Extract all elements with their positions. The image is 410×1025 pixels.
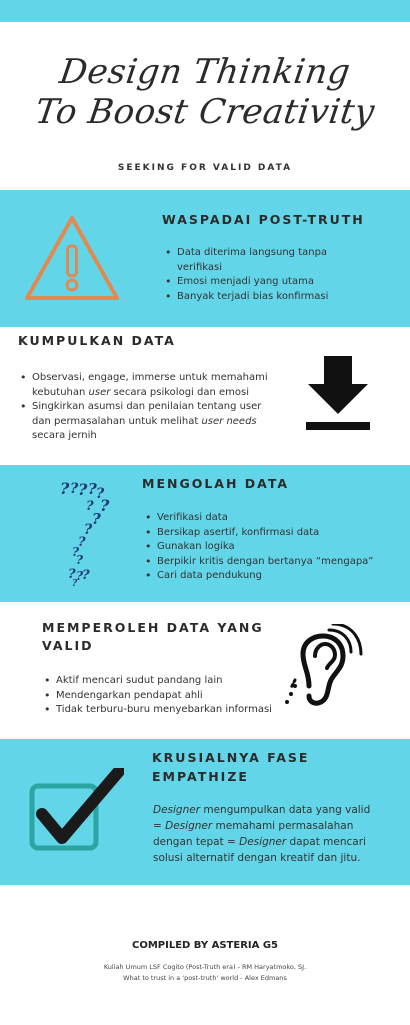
svg-text:?: ? bbox=[84, 522, 93, 538]
post-truth-list bbox=[165, 246, 375, 304]
page-title-line1: Design Thinking bbox=[57, 52, 353, 92]
empathize-paragraph bbox=[153, 802, 381, 866]
list-item: • Emosi menjadi yang utama bbox=[165, 275, 375, 290]
svg-text:?: ? bbox=[96, 486, 105, 502]
list-item-text: secara psikologi dan emosi bbox=[110, 386, 249, 398]
compiled-by: COMPILED BY ASTERIA G5 bbox=[131, 940, 279, 951]
svg-text:?: ? bbox=[76, 553, 84, 567]
empathize-heading-line1: KRUSIALNYA FASE bbox=[152, 750, 310, 765]
list-item: • Berpikir kritis dengan bertanya “mengapa” bbox=[145, 555, 405, 570]
process-data-heading: MENGOLAH DATA bbox=[142, 476, 290, 491]
svg-text:?: ? bbox=[70, 481, 79, 497]
collect-data-list bbox=[20, 371, 282, 444]
process-data-list bbox=[145, 511, 405, 584]
list-item: • Aktif mencari sudut pandang lain bbox=[44, 674, 294, 689]
listening-ear-icon bbox=[285, 624, 365, 710]
empathize-heading-line2: EMPATHIZE bbox=[152, 769, 249, 784]
list-item: • Banyak terjadi bias konfirmasi bbox=[165, 290, 375, 305]
collect-data-heading: KUMPULKAN DATA bbox=[18, 333, 176, 348]
checkmark-icon bbox=[28, 768, 124, 854]
list-item bbox=[20, 371, 282, 400]
obtain-data-heading-line2: VALID bbox=[42, 638, 94, 653]
svg-text:?: ? bbox=[82, 568, 90, 583]
page-title-line2: To Boost Creativity bbox=[32, 92, 378, 132]
list-item: • Mendengarkan pendapat ahli bbox=[44, 689, 294, 704]
svg-text:?: ? bbox=[88, 480, 97, 498]
list-item: • Bersikap asertif, konfirmasi data bbox=[145, 526, 405, 541]
svg-text:?: ? bbox=[78, 480, 88, 499]
list-item: • Gunakan logika bbox=[145, 540, 405, 555]
svg-text:?: ? bbox=[76, 569, 84, 583]
list-item-text: Singkirkan asumsi dan penilaian tentang user dan permasalahan untuk melihat bbox=[32, 401, 262, 427]
svg-text:?: ? bbox=[92, 510, 101, 528]
list-item-emphasis: user needs bbox=[201, 415, 257, 427]
paragraph-text: dapat mencari solusi alternatif dengan kreatif dan jitu. bbox=[153, 836, 366, 864]
list-item: • Data diterima langsung tanpa verifikasi bbox=[165, 246, 375, 275]
reference-2: What to trust in a 'post-truth' world - Alex Edmans bbox=[123, 974, 287, 982]
warning-icon bbox=[22, 213, 122, 303]
list-item: • Cari data pendukung bbox=[145, 569, 405, 584]
download-icon bbox=[304, 356, 372, 432]
svg-text:?: ? bbox=[100, 496, 110, 515]
top-accent-bar bbox=[0, 0, 410, 22]
svg-text:?: ? bbox=[86, 499, 94, 514]
question-marks-icon bbox=[56, 476, 122, 586]
list-item: • Verifikasi data bbox=[145, 511, 405, 526]
emphasis-text: Designer bbox=[239, 836, 287, 848]
svg-text:?: ? bbox=[72, 579, 78, 586]
svg-text:?: ? bbox=[68, 567, 76, 582]
list-item: • Tidak terburu-buru menyebarkan informasi bbox=[44, 703, 294, 718]
paragraph-text: mengumpulkan data yang valid = bbox=[153, 804, 371, 832]
list-item bbox=[20, 400, 282, 444]
emphasis-text: Designer bbox=[165, 820, 213, 832]
list-item-emphasis: user bbox=[88, 386, 111, 398]
obtain-data-list bbox=[44, 674, 294, 718]
paragraph-text: memahami permasalahan dengan tepat = bbox=[153, 820, 354, 848]
emphasis-text: Designer bbox=[153, 804, 201, 816]
svg-text:?: ? bbox=[72, 545, 80, 559]
page-subtitle: SEEKING FOR VALID DATA bbox=[117, 163, 293, 173]
reference-1: Kuliah Umum LSF Cogito (Post-Truth era) - RM Haryatmoko, SJ. bbox=[103, 963, 307, 971]
list-item-text: secara jernih bbox=[32, 430, 97, 441]
svg-text:?: ? bbox=[78, 535, 86, 550]
obtain-data-heading-line1: MEMPEROLEH DATA YANG bbox=[42, 620, 264, 635]
list-item-text: Observasi, engage, immerse untuk memahami kebutuhan bbox=[32, 372, 268, 398]
post-truth-heading: WASPADAI POST-TRUTH bbox=[162, 212, 365, 227]
svg-text:?: ? bbox=[60, 479, 70, 498]
